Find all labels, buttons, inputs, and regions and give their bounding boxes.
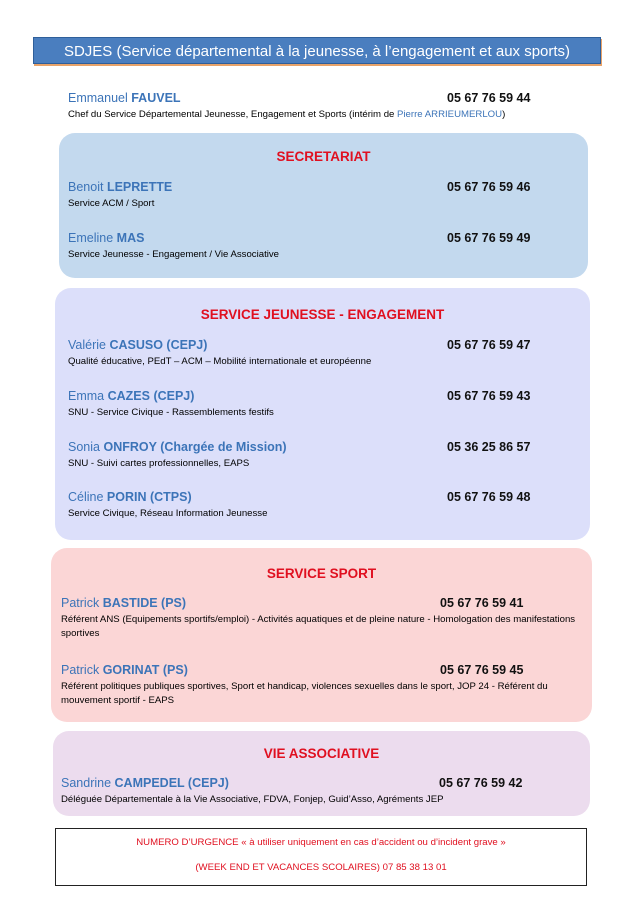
page-title: SDJES (Service départemental à la jeunesse, à l’engagement et aux sports) [33,37,601,64]
contact-role: Référent ANS (Equipements sportifs/emploi) - Activités aquatiques et de pleine nature - Homologation des manifestations sportives [61,614,576,639]
contact-role: Service ACM / Sport [68,198,155,209]
contact-card [68,490,267,521]
contact-name: Patrick GORINAT (PS) [61,663,188,677]
contact-role: Déléguée Départementale à la Vie Associative, FDVA, Fonjep, Guid’Asso, Agréments JEP [61,794,444,805]
contact-card [68,231,279,262]
contact-phone[interactable]: 05 67 76 59 47 [447,338,531,352]
section-title: SERVICE JEUNESSE - ENGAGEMENT [200,307,445,322]
contact-card [68,180,172,211]
contact-name: Valérie CASUSO (CEPJ) [68,338,208,352]
emergency-box [55,828,587,886]
contact-name: Emmanuel FAUVEL [68,91,181,105]
section-title: VIE ASSOCIATIVE [263,746,380,761]
contact-name: Emeline MAS [68,231,145,245]
contact-phone[interactable]: 05 67 76 59 46 [447,180,531,194]
contact-phone[interactable]: 05 67 76 59 49 [447,231,531,245]
contact-role: Référent politiques publiques sportives, Sport et handicap, violences sexuelles dans le sport, JOP 24 - Référent du mouvement sportif - EAPS [61,681,548,706]
contact-name: Patrick BASTIDE (PS) [61,596,187,610]
contact-phone[interactable]: 05 36 25 86 57 [447,440,531,454]
emergency-notice: NUMERO D’URGENCE « à utiliser uniquement en cas d’accident ou d’incident grave » [136,837,506,848]
contact-role: SNU - Service Civique - Rassemblements festifs [68,407,274,418]
emergency-phone[interactable]: (WEEK END ET VACANCES SCOLAIRES) 07 85 38 13 01 [195,862,447,873]
contact-phone[interactable]: 05 67 76 59 48 [447,490,531,504]
contact-card [68,389,274,420]
contact-phone[interactable]: 05 67 76 59 41 [440,596,524,610]
contact-card [61,776,444,807]
contact-name: Emma CAZES (CEPJ) [68,389,195,403]
section-title: SECRETARIAT [276,149,371,164]
contact-role: Chef du Service Départemental Jeunesse, Engagement et Sports (intérim de Pierre ARRIEUMERLOU) [68,109,506,120]
contact-name: Céline PORIN (CTPS) [68,490,192,504]
contact-role: Service Civique, Réseau Information Jeunesse [68,508,268,519]
contact-name: Sandrine CAMPEDEL (CEPJ) [61,776,229,790]
contact-name: Sonia ONFROY (Chargée de Mission) [68,440,287,454]
section-title: SERVICE SPORT [266,566,377,581]
contact-phone[interactable]: 05 67 76 59 43 [447,389,531,403]
contact-card [68,338,371,369]
contact-phone[interactable]: 05 67 76 59 42 [439,776,523,790]
contact-role: Qualité éducative, PEdT – ACM – Mobilité internationale et européenne [68,356,372,367]
chief-contact [68,91,505,122]
contact-card [68,440,287,471]
contact-role: SNU - Suivi cartes professionnelles, EAPS [68,458,250,469]
contact-role: Service Jeunesse - Engagement / Vie Associative [68,249,280,260]
contact-name: Benoit LEPRETTE [68,180,173,194]
contact-phone[interactable]: 05 67 76 59 45 [440,663,524,677]
contact-phone[interactable]: 05 67 76 59 44 [447,91,531,105]
